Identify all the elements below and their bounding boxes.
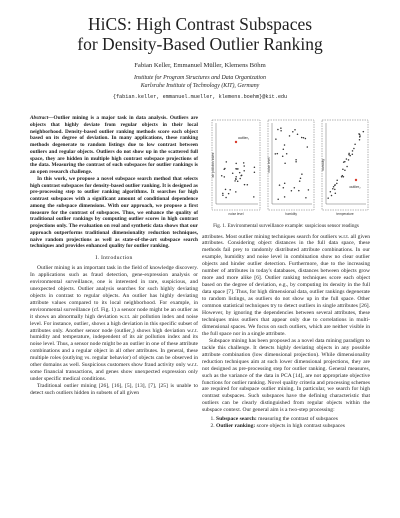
- scatter-point: [301, 173, 303, 175]
- list-item: [216, 423, 370, 430]
- list-item-text: measuring the contrast of subspaces: [258, 416, 338, 423]
- scatter-point: [243, 170, 245, 172]
- scatter-point: [343, 176, 345, 178]
- scatter-point: [294, 129, 296, 131]
- scatter-point: [243, 162, 245, 164]
- scatter-point: [221, 175, 223, 177]
- scatter-point: [344, 169, 346, 171]
- list-item-head: Subspace search:: [216, 416, 257, 423]
- scatter-point: [308, 189, 310, 191]
- affiliation-line-2: Karlsruhe Institute of Technology (KIT), Germany: [140, 82, 260, 89]
- scatter-point: [352, 154, 354, 156]
- scatter-point: [336, 183, 338, 185]
- scatter-point: [334, 189, 336, 191]
- scatter-point: [349, 155, 351, 157]
- processing-steps-list: [202, 416, 370, 430]
- list-item-text: score objects in high contrast subspaces: [256, 423, 345, 430]
- list-item: [216, 416, 370, 423]
- scatter-point: [224, 176, 226, 178]
- scatter-point: [243, 165, 245, 167]
- scatter-point: [222, 193, 224, 195]
- scatter-point: [222, 194, 224, 196]
- scatter-point: [283, 149, 285, 151]
- scatter-point: [228, 193, 230, 195]
- right-paragraph-1: attributes. Most outlier mining techniques search for outliers w.r.t. all given attributes. Considering object distances in the full data space, these methods fail prey to randomly distributed attribute combinations. In our example, humidity and noise level in combination show no clear outlier objects and hinder outlier detection. Furthermore, due to the increasing number of attributes in today's databases, distances between objects grow more and more alike [6]. Outlier ranking techniques score each object based on the degree of deviation, e.g., by computing its density in the full data space [7]. Thus, for high dimensional data, outlier rankings degenerate to random listings, as outliers do not show up in the full space. Other common statistical techniques try to detect outliers in single attributes [26]. However, by ignoring the dependencies between several attributes, these techniques miss outliers that appear only due to correlations in multi-dimensional spaces. We focus on such outliers, which are neither visible in the full space nor in a single attribute.: [202, 233, 370, 337]
- scatter-point: [359, 135, 361, 137]
- scatter-point: [298, 190, 300, 192]
- scatter-point: [331, 195, 333, 197]
- figure-1: [202, 115, 370, 223]
- scatter-point: [358, 133, 360, 135]
- panel-frame: [268, 120, 314, 210]
- paper-title: [0, 14, 400, 54]
- scatter-point: [235, 178, 237, 180]
- panel-frame: [212, 120, 260, 210]
- abstract-paragraph-2: In this work, we propose a novel subspace search method that selects high contrast subspaces for density-based outlier ranking. It is designed as pre-processing step to outlier ranking algorithms. It searches for high contrast subspaces with a significant amount of conditional dependence among the subspace dimensions. With our approach, we propose a first measure for the contrast of subspaces. Thus, we enhance the quality of traditional outlier rankings by computing outlier scores in high contrast projections only. The evaluation on real and synthetic data shows that our approach outperforms traditional dimensionality reduction techniques, naive random projections as well as state-of-the-art subspace search techniques and provides enhanced quality for outlier ranking.: [30, 175, 198, 250]
- scatter-point: [275, 153, 277, 155]
- scatter-point: [282, 156, 284, 158]
- scatter-point: [363, 131, 365, 133]
- scatter-point: [280, 130, 282, 132]
- list-item-head: Outlier ranking:: [216, 423, 256, 430]
- scatter-point: [286, 153, 288, 155]
- scatter-point: [235, 176, 237, 178]
- scatter-point: [225, 189, 227, 191]
- scatter-point: [239, 172, 241, 174]
- scatter-point: [277, 129, 279, 131]
- scatter-point: [237, 181, 239, 183]
- abstract: [30, 115, 198, 250]
- scatter-point: [327, 197, 329, 199]
- x-axis-label: noise level: [228, 212, 244, 216]
- scatter-point: [232, 173, 234, 175]
- scatter-point: [224, 168, 226, 170]
- affiliation-line-1: Institute for Program Structures and Data Organization: [134, 75, 266, 81]
- scatter-point: [283, 187, 285, 189]
- scatter-point: [284, 182, 286, 184]
- scatter-point: [348, 154, 350, 156]
- scatter-point: [333, 186, 335, 188]
- x-axis-label: temperature: [336, 212, 354, 216]
- scatter-point: [295, 161, 297, 163]
- scatter-point: [295, 159, 297, 161]
- scatter-point: [346, 166, 348, 168]
- intro-paragraph-1: Outlier mining is an important task in the field of knowledge discovery. In applications such as fraud detection, gene-expression analysis or environmental surveillance, one is interested in rare, suspicious, and unexpected objects. Outlier analysis searches for such highly deviating objects in contrast to regular objects. An outlier has highly deviating attribute values compared to its local neighborhood. For example, in environmental surveillance (cf. Fig. 1) a sensor node might be an outlier as it shows an abnormally high deviation w.r.t. air pollution index and noise level. For instance, outlier₁ shows a high deviation in this specific subset of attributes only. Another sensor node (outlier₂) shows high deviation w.r.t. humidity and temperature, independent of its air pollution index and its noise level. Thus, a sensor node might be an outlier in one of these attribute combinations and a regular object in all other attributes. In general, these multiple roles (outlying vs. regular behavior) of objects can be observed in other domains as well. Suspicious customers show fraud activity only w.r.t. some financial transactions, and genes show unexpected expression only under specific medical conditions.: [30, 264, 198, 383]
- y-axis-label: air pollution index: [211, 152, 216, 178]
- scatter-point: [294, 187, 296, 189]
- scatter-point: [275, 138, 277, 140]
- scatter-point: [234, 180, 236, 182]
- left-column: [30, 115, 198, 397]
- scatter-point: [235, 163, 237, 165]
- scatter-point: [277, 199, 279, 201]
- abstract-label: Abstract—: [30, 115, 54, 121]
- scatter-point: [254, 166, 256, 168]
- y-axis-label: humidity: [321, 159, 326, 171]
- scatter-point: [291, 190, 293, 192]
- scatter-point: [241, 175, 243, 177]
- scatter-point: [332, 188, 334, 190]
- outlier-label: outlier₁: [238, 136, 250, 140]
- y-axis-label: noise level: [267, 157, 272, 173]
- scatter-point: [334, 184, 336, 186]
- scatter-point: [301, 137, 303, 139]
- scatter-point: [247, 184, 249, 186]
- authors: Fabian Keller, Emmanuel Müller, Klemens Böhm: [134, 62, 266, 69]
- right-paragraph-2: Subspace mining has been proposed as a novel data mining paradigm to tackle this challenge. It detects highly deviating objects in any possible attribute combination (low dimensional projection). While dimensionality reduction techniques aim at such lower dimensional projections, they are not designed as pre-processing step for outlier ranking. General measures, such as the variance of the data in PCA [14], are not appropriate objective functions for outlier ranking. Novel quality criteria and processing schemes are required for subspace outlier mining. In particular, we search for high contrast subspaces. Such subspaces have the defining characteristic that outliers can be clearly distinguished from regular objects within the subspace context. Our general aim is a two-step processing:: [202, 337, 370, 414]
- scatter-point: [336, 180, 338, 182]
- scatter-point: [299, 180, 301, 182]
- scatter-point: [279, 184, 281, 186]
- scatter-point: [235, 191, 237, 193]
- scatter-point: [284, 144, 286, 146]
- scatter-point: [289, 135, 291, 137]
- scatter-point: [280, 127, 282, 129]
- email: {fabian.keller, emmanuel.mueller, klemens.boehm}@kit.edu: [112, 94, 288, 100]
- abstract-paragraph-1: Outlier mining is a major task in data analysis. Outliers are objects that highly deviate from regular objects in their local neighborhood. Density-based outlier ranking methods score each object based on its degree of deviation. In many applications, these ranking methods degenerate to random listings due to low contrast between outliers and regular objects. Outliers do not show up in the scattered full space, they are hidden in multiple high contrast subspace projections of the data. Measuring the contrast of such subspaces for outlier rankings is an open research challenge.: [30, 115, 198, 175]
- figure-caption: Fig. 1. Environmental surveillance example: suspicious sensor readings: [213, 223, 359, 229]
- scatter-point: [303, 137, 305, 139]
- section-heading-introduction: I. Introduction: [95, 255, 133, 261]
- scatter-point: [225, 197, 227, 199]
- scatter-point: [226, 161, 228, 163]
- scatter-point: [330, 191, 332, 193]
- scatter-point: [300, 177, 302, 179]
- outlier-label: outlier₂: [349, 185, 361, 189]
- title-line-2: for Density-Based Outlier Ranking: [77, 34, 323, 54]
- scatter-point: [292, 131, 294, 133]
- panel-frame: [322, 120, 368, 210]
- scatter-point: [352, 150, 354, 152]
- scatter-point: [354, 144, 356, 146]
- right-column: [202, 115, 370, 430]
- scatter-point: [254, 172, 256, 174]
- scatter-point: [342, 169, 344, 171]
- scatter-point: [284, 196, 286, 198]
- scatter-point: [305, 197, 307, 199]
- scatter-point: [253, 196, 255, 198]
- scatter-point: [305, 138, 307, 140]
- outlier-point: [355, 179, 357, 181]
- x-axis-label: humidity: [285, 212, 297, 216]
- scatter-point: [343, 161, 345, 163]
- affiliation: [0, 75, 400, 90]
- scatter-point: [335, 193, 337, 195]
- scatter-point: [277, 153, 279, 155]
- outlier-point: [235, 141, 237, 143]
- scatter-point: [359, 139, 361, 141]
- scatter-point: [284, 162, 286, 164]
- scatter-point: [353, 148, 355, 150]
- title-line-1: HiCS: High Contrast Subspaces: [87, 14, 313, 34]
- scatter-point: [244, 184, 246, 186]
- scatter-point: [348, 159, 350, 161]
- intro-paragraph-2: Traditional outlier mining [26], [16], [5], [13], [7], [25] is unable to detect such outliers hidden in subsets of all given: [30, 383, 198, 397]
- scatter-point: [346, 158, 348, 160]
- scatter-plot-figure: [202, 115, 370, 223]
- scatter-point: [341, 176, 343, 178]
- scatter-point: [307, 146, 309, 148]
- scatter-point: [297, 133, 299, 135]
- scatter-point: [236, 168, 238, 170]
- scatter-point: [229, 189, 231, 191]
- scatter-point: [239, 178, 241, 180]
